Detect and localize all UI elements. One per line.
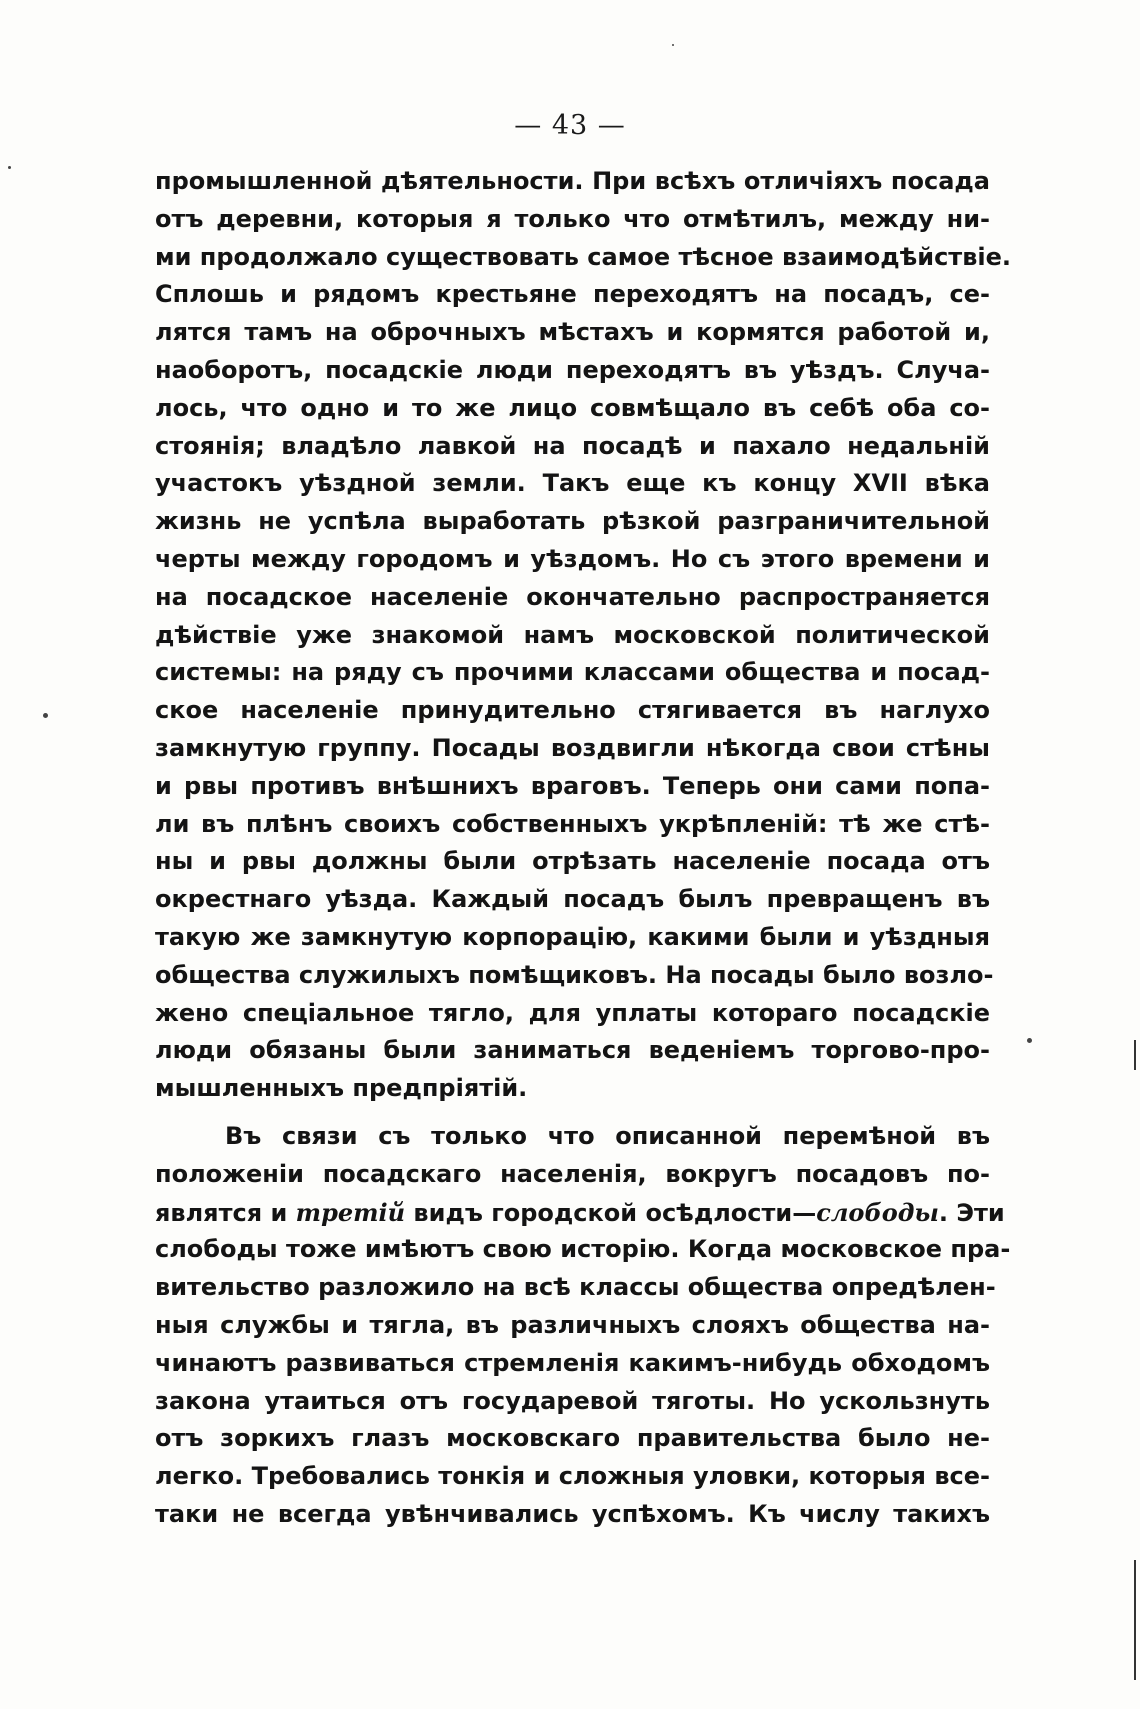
scan-edge-mark — [1134, 1560, 1136, 1680]
text-line: окрестнаго уѣзда. Каждый посадъ былъ превращенъ въ — [155, 885, 990, 914]
text-line: ли въ плѣнъ своихъ собственныхъ укрѣпленій: тѣ же стѣ- — [155, 809, 990, 838]
text-line: вительство разложило на всѣ классы общества опредѣлен- — [155, 1273, 996, 1302]
text-line: черты между городомъ и уѣздомъ. Но съ этого времени и — [155, 544, 990, 573]
page-number: — 43 — — [514, 110, 626, 141]
text-line: промышленной дѣятельности. При всѣхъ отличіяхъ посада — [155, 167, 990, 195]
italic-term: слободы — [816, 1197, 939, 1227]
text-line: лось, что одно и то же лицо совмѣщало въ себѣ оба со- — [155, 393, 990, 422]
text-line: ныя службы и тягла, въ различныхъ слояхъ общества на- — [155, 1310, 990, 1339]
text-line-last: мышленныхъ предпріятій. — [155, 1074, 528, 1103]
text-line: такую же замкнутую корпорацію, какими были и уѣздныя — [155, 922, 990, 951]
text-line: стоянія; владѣло лавкой на посадѣ и пахало недальній — [155, 431, 990, 460]
text-block — [155, 163, 1012, 1534]
text-line: системы: на ряду съ прочими классами общества и посад- — [155, 658, 990, 687]
text-run: . Эти — [938, 1198, 1005, 1227]
text-line-mixed — [155, 1194, 1005, 1232]
text-run: видъ городской осѣдлости— — [405, 1198, 817, 1227]
paragraph-1 — [155, 163, 1012, 1108]
text-line: ны и рвы должны были отрѣзать населеніе посада отъ — [155, 847, 990, 876]
text-line: наоборотъ, посадскіе люди переходятъ въ уѣздъ. Случа- — [155, 355, 990, 384]
text-run: являтся и — [155, 1198, 296, 1227]
text-line: жизнь не успѣла выработать рѣзкой разграничительной — [155, 507, 990, 536]
text-line: люди обязаны были заниматься веденіемъ торгово-про- — [155, 1036, 990, 1065]
text-line: положеніи посадскаго населенія, вокругъ посадовъ по- — [155, 1159, 990, 1188]
text-line: общества служилыхъ помѣщиковъ. На посады было возло- — [155, 960, 994, 989]
text-line: Сплошь и рядомъ крестьяне переходятъ на посадъ, се- — [155, 280, 990, 309]
text-line: лятся тамъ на оброчныхъ мѣстахъ и кормятся работой и, — [155, 318, 990, 347]
scan-speck — [8, 166, 11, 169]
text-line: отъ деревни, которыя я только что отмѣтилъ, между ни- — [155, 204, 990, 233]
text-line: участокъ уѣздной земли. Такъ еще къ концу XVII вѣка — [155, 469, 990, 498]
text-line: закона утаиться отъ государевой тяготы. Но ускользнуть — [155, 1386, 990, 1415]
text-line: дѣйствіе уже знакомой намъ московской политической — [155, 620, 990, 649]
text-line: ми продолжало существовать самое тѣсное взаимодѣйствіе. — [155, 242, 1012, 271]
italic-term: третій — [295, 1197, 406, 1227]
text-line-indented: Въ связи съ только что описанной перемѣной въ — [225, 1121, 990, 1150]
text-line: и рвы противъ внѣшнихъ враговъ. Теперь они сами попа- — [155, 771, 990, 800]
text-line: таки не всегда увѣнчивались успѣхомъ. Къ числу такихъ — [155, 1499, 990, 1528]
paragraph-2 — [155, 1118, 1011, 1534]
text-line: слободы тоже имѣютъ свою исторію. Когда московское пра- — [155, 1235, 1011, 1264]
text-line: жено спеціальное тягло, для уплаты котораго посадскіе — [155, 998, 990, 1027]
scan-speck — [43, 713, 48, 718]
text-line: легко. Требовались тонкія и сложныя уловки, которыя все- — [155, 1462, 990, 1491]
text-line: замкнутую группу. Посады воздвигли нѣкогда свои стѣны — [155, 733, 990, 762]
scan-speck — [672, 44, 674, 46]
text-line: отъ зоркихъ глазъ московскаго правительства было не- — [155, 1424, 990, 1453]
text-line: ское населеніе принудительно стягивается въ наглухо — [155, 696, 990, 725]
text-line: на посадское населеніе окончательно распространяется — [155, 582, 990, 611]
scan-speck — [1027, 1038, 1032, 1043]
scan-edge-mark — [1134, 1040, 1136, 1070]
text-line: чинаютъ развиваться стремленія какимъ-нибудь обходомъ — [155, 1348, 990, 1377]
